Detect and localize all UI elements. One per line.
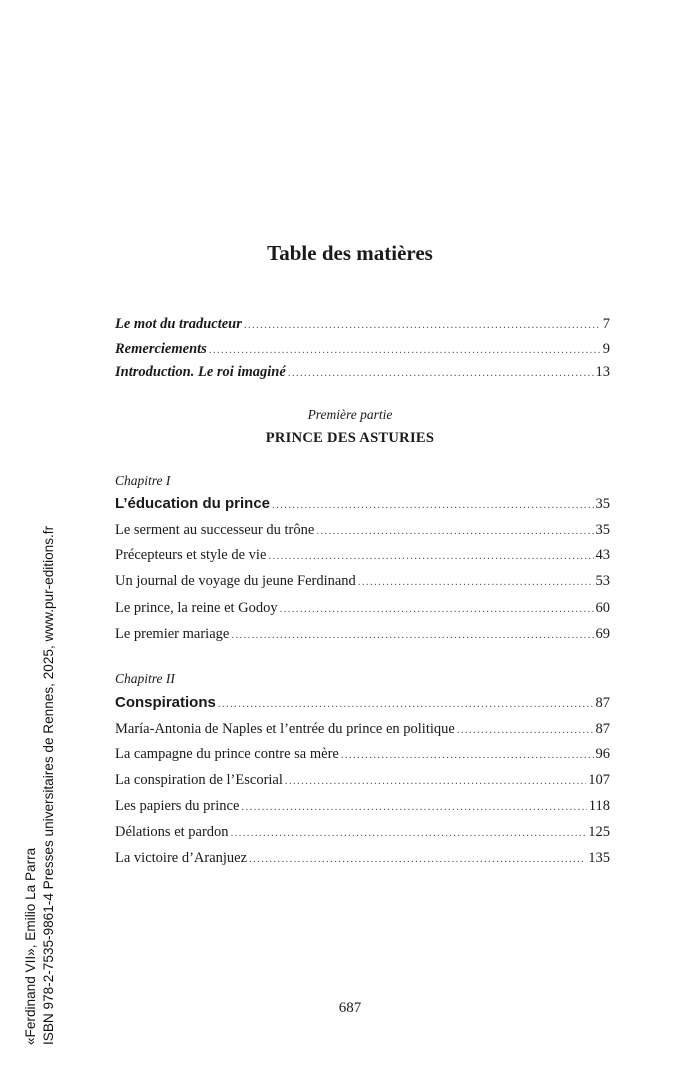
dot-leader: [272, 499, 593, 511]
toc-chapter-entry[interactable]: [115, 495, 610, 517]
dot-leader: [341, 749, 594, 761]
dot-leader: [231, 629, 593, 641]
toc-section-entry[interactable]: [115, 600, 610, 622]
toc-entry-introduction[interactable]: [115, 364, 610, 386]
toc-entry-page: 35: [595, 522, 610, 538]
toc-entry-page: 13: [595, 364, 610, 380]
dot-leader: [457, 724, 594, 736]
toc-entry-page: 96: [595, 746, 610, 762]
toc-entry-page: 107: [588, 772, 610, 788]
dot-leader: [285, 775, 586, 787]
toc-entry-page: 43: [595, 547, 610, 563]
dot-leader: [358, 576, 594, 588]
toc-section-entry[interactable]: [115, 721, 610, 743]
toc-section-entry[interactable]: [115, 522, 610, 544]
side-credit: [22, 500, 64, 1045]
toc-section-label: María-Antonia de Naples et l’entrée du prince en politique: [115, 721, 455, 737]
chapter-label: Chapitre II: [115, 671, 175, 686]
dot-leader: [249, 853, 586, 865]
toc-section-label: Un journal de voyage du jeune Ferdinand: [115, 573, 356, 589]
toc-section-label: Le serment au successeur du trône: [115, 522, 315, 538]
toc-section-entry[interactable]: [115, 824, 610, 846]
toc-entry-page: 87: [595, 721, 610, 737]
side-credit-line-2: ISBN 978-2-7535-9861-4 Presses universitaires de Rennes, 2025, www.pur-editions.fr: [41, 525, 56, 1045]
toc-section-entry[interactable]: [115, 746, 610, 768]
toc-section-label: Le premier mariage: [115, 626, 230, 642]
toc-section-entry[interactable]: [115, 547, 610, 569]
toc-chapter-entry[interactable]: [115, 694, 610, 716]
toc-entry-page: 60: [595, 600, 610, 616]
chapter-title: L’éducation du prince: [115, 495, 271, 512]
toc-section-label: La campagne du prince contre sa mère: [115, 746, 339, 762]
page-number: 687: [338, 1000, 362, 1016]
toc-entry-page: 125: [588, 824, 610, 840]
toc-section-entry[interactable]: [115, 573, 610, 595]
dot-leader: [280, 603, 594, 615]
toc-entry-acknowledgements[interactable]: [115, 341, 610, 363]
toc-entry-page: 69: [595, 626, 610, 642]
toc-section-label: Précepteurs et style de vie: [115, 547, 267, 563]
toc-entry-page: 9: [602, 341, 610, 357]
dot-leader: [316, 525, 593, 537]
toc-entry-page: 7: [602, 316, 610, 332]
toc-entry-page: 53: [595, 573, 610, 589]
toc-section-entry[interactable]: [115, 798, 610, 820]
page-title: Table des matières: [267, 241, 433, 265]
toc-entry-label: Le mot du traducteur: [115, 316, 242, 332]
part-title: PRINCE DES ASTURIES: [265, 430, 435, 446]
toc-section-label: Les papiers du prince: [115, 798, 240, 814]
toc-section-label: La conspiration de l’Escorial: [115, 772, 283, 788]
dot-leader: [209, 344, 601, 356]
toc-entry-page: 135: [588, 850, 610, 866]
side-credit-line-1: «Ferdinand VII», Emilio La Parra: [23, 847, 38, 1045]
toc-section-label: Le prince, la reine et Godoy: [115, 600, 278, 616]
toc-section-label: La victoire d’Aranjuez: [115, 850, 248, 866]
dot-leader: [231, 827, 587, 839]
toc-entry-page: 118: [588, 798, 610, 814]
dot-leader: [244, 319, 601, 331]
toc-section-entry[interactable]: [115, 850, 610, 872]
chapter-label: Chapitre I: [115, 473, 171, 488]
toc-entry-page: 87: [595, 695, 610, 711]
toc-entry-label: Introduction. Le roi imaginé: [115, 364, 286, 380]
toc-entry-label: Remerciements: [115, 341, 207, 357]
toc-section-entry[interactable]: [115, 772, 610, 794]
dot-leader: [268, 550, 593, 562]
toc-section-label: Délations et pardon: [115, 824, 229, 840]
dot-leader: [218, 698, 594, 710]
toc-entry-page: 35: [595, 496, 610, 512]
toc-entry-translator-note[interactable]: [115, 316, 610, 338]
toc-section-entry[interactable]: [115, 626, 610, 648]
dot-leader: [241, 801, 586, 813]
dot-leader: [288, 367, 594, 379]
part-label: Première partie: [307, 407, 393, 422]
chapter-title: Conspirations: [115, 694, 216, 711]
